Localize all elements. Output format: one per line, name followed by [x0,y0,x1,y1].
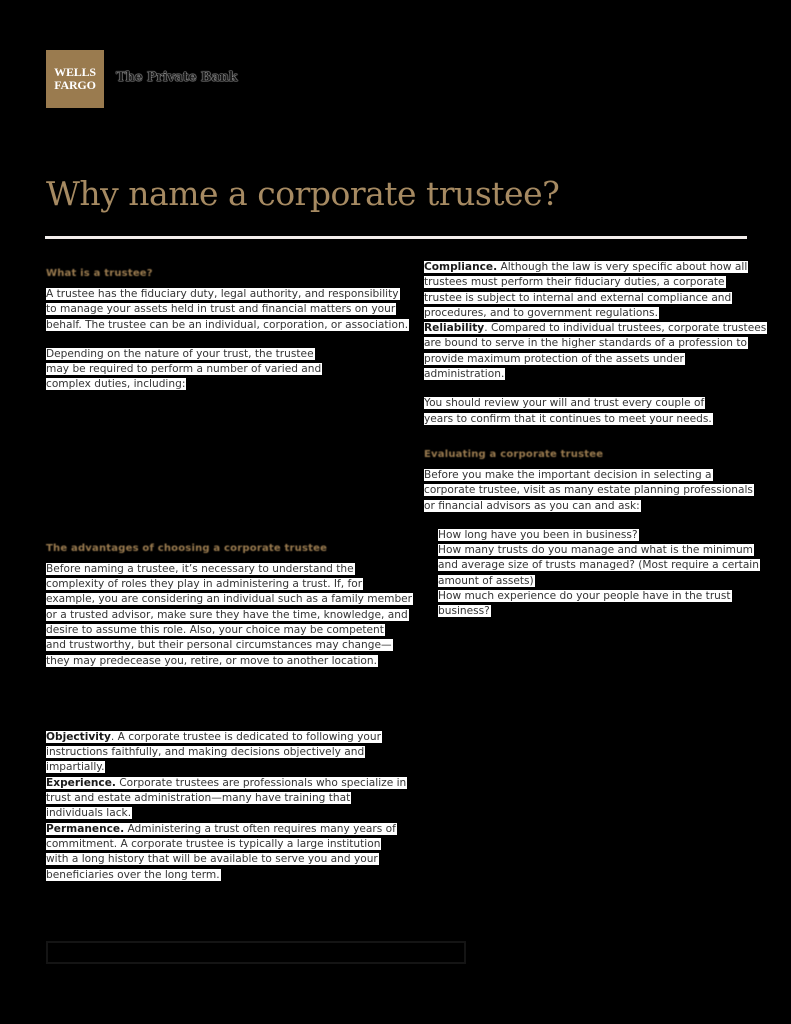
list-item: How many trusts do you manage and what is the minimum [438,544,754,557]
text-line: complexity of roles they play in administering a trust. If, for [46,578,363,591]
text-line: individuals lack. [46,807,132,820]
paragraph-trustee-duties [46,347,391,393]
title-divider [45,236,747,239]
list-item: and average size of trusts managed? (Most require a certain [438,559,759,572]
text-line: and trustworthy, but their personal circumstances may change— [46,639,392,652]
text-line: complex duties, including: [46,378,186,391]
spacer [46,683,391,730]
text-line: instructions faithfully, and making decisions objectively and [46,746,365,759]
benefit-experience [46,776,407,822]
benefit-term: Compliance. [424,261,498,273]
list-item: How much experience do your people have in the trust [438,590,731,603]
text-line: commitment. A corporate trustee is typically a large institution [46,837,381,850]
list-item: How long have you been in business? [438,528,638,541]
benefit-permanence [46,822,396,883]
logo-line-2: FARGO [54,78,96,92]
right-column [424,260,767,620]
text-line: Corporate trustees are professionals who specialize in [115,776,407,789]
text-line: desire to assume this role. Also, your choice may be competent [46,623,384,636]
text-line: or a trusted advisor, make sure they have the time, knowledge, and [46,608,408,621]
text-line: example, you are considering an individual such as a family member [46,593,413,606]
text-line: procedures, and to government regulations. [424,306,658,319]
benefit-objectivity [46,730,391,776]
text-line: A trustee has the fiduciary duty, legal authority, and responsibility [46,288,399,300]
text-line: Before naming a trustee, it’s necessary to understand the [46,562,354,575]
text-line: impartially. [46,761,105,774]
text-line: to manage your assets held in trust and financial matters on your [46,303,396,316]
text-line: years to confirm that it continues to meet your needs. [424,412,712,425]
wells-fargo-logo [46,50,104,108]
benefit-compliance [424,260,754,321]
page-title: Why name a corporate trustee? [46,174,560,213]
text-line: or financial advisors as you can and ask: [424,499,640,512]
list-item: business? [438,605,490,618]
text-line: beneficiaries over the long term. [46,868,220,881]
paragraph-advantages-intro [46,562,413,669]
text-line: Administering a trust often requires many years of [124,822,396,835]
benefit-term: Reliability [424,322,485,335]
text-line: trustee is subject to internal and external compliance and [424,291,732,304]
text-line: they may predecease you, retire, or move to another location. [46,654,377,667]
paragraph-review-note [424,396,754,427]
text-line: administration. [424,368,505,381]
section-heading-advantages: The advantages of choosing a corporate trustee [46,542,328,554]
section-heading-evaluating: Evaluating a corporate trustee [424,448,604,460]
logo-line-1: WELLS [54,65,96,79]
benefit-term: Objectivity [46,730,111,743]
text-line: behalf. The trustee can be an individual, corporation, or association. [46,318,409,331]
text-line: You should review your will and trust every couple of [424,397,705,410]
section-heading-what-is-trustee: What is a trustee? [46,268,153,279]
text-line: Before you make the important decision in selecting a [424,468,712,481]
list-item: amount of assets) [438,574,534,587]
questions-list [438,528,759,620]
left-column [46,266,413,883]
text-line: Depending on the nature of your trust, the trustee [46,347,314,360]
text-line: provide maximum protection of the assets under [424,352,684,365]
text-line: Although the law is very specific about how all [497,261,748,273]
footer-box [46,941,466,964]
paragraph-trustee-definition [46,287,409,333]
text-line: are bound to serve in the higher standards of a profession to [424,337,747,350]
text-line: . A corporate trustee is dedicated to following your [110,730,381,743]
text-line: . Compared to individual trustees, corporate trustees [484,322,767,335]
paragraph-evaluating-intro [424,468,754,514]
benefit-term: Permanence. [46,822,125,835]
text-line: corporate trustee, visit as many estate planning professionals [424,484,753,497]
text-line: may be required to perform a number of varied and [46,363,322,376]
text-line: trust and estate administration—many have training that [46,792,351,805]
brand-tagline: The Private Bank [116,70,238,85]
text-line: trustees must perform their fiduciary duties, a corporate [424,276,725,289]
duties-list-placeholder [46,407,391,541]
text-line: with a long history that will be available to serve you and your [46,853,378,866]
benefit-reliability [424,321,767,382]
benefit-term: Experience. [46,776,116,789]
